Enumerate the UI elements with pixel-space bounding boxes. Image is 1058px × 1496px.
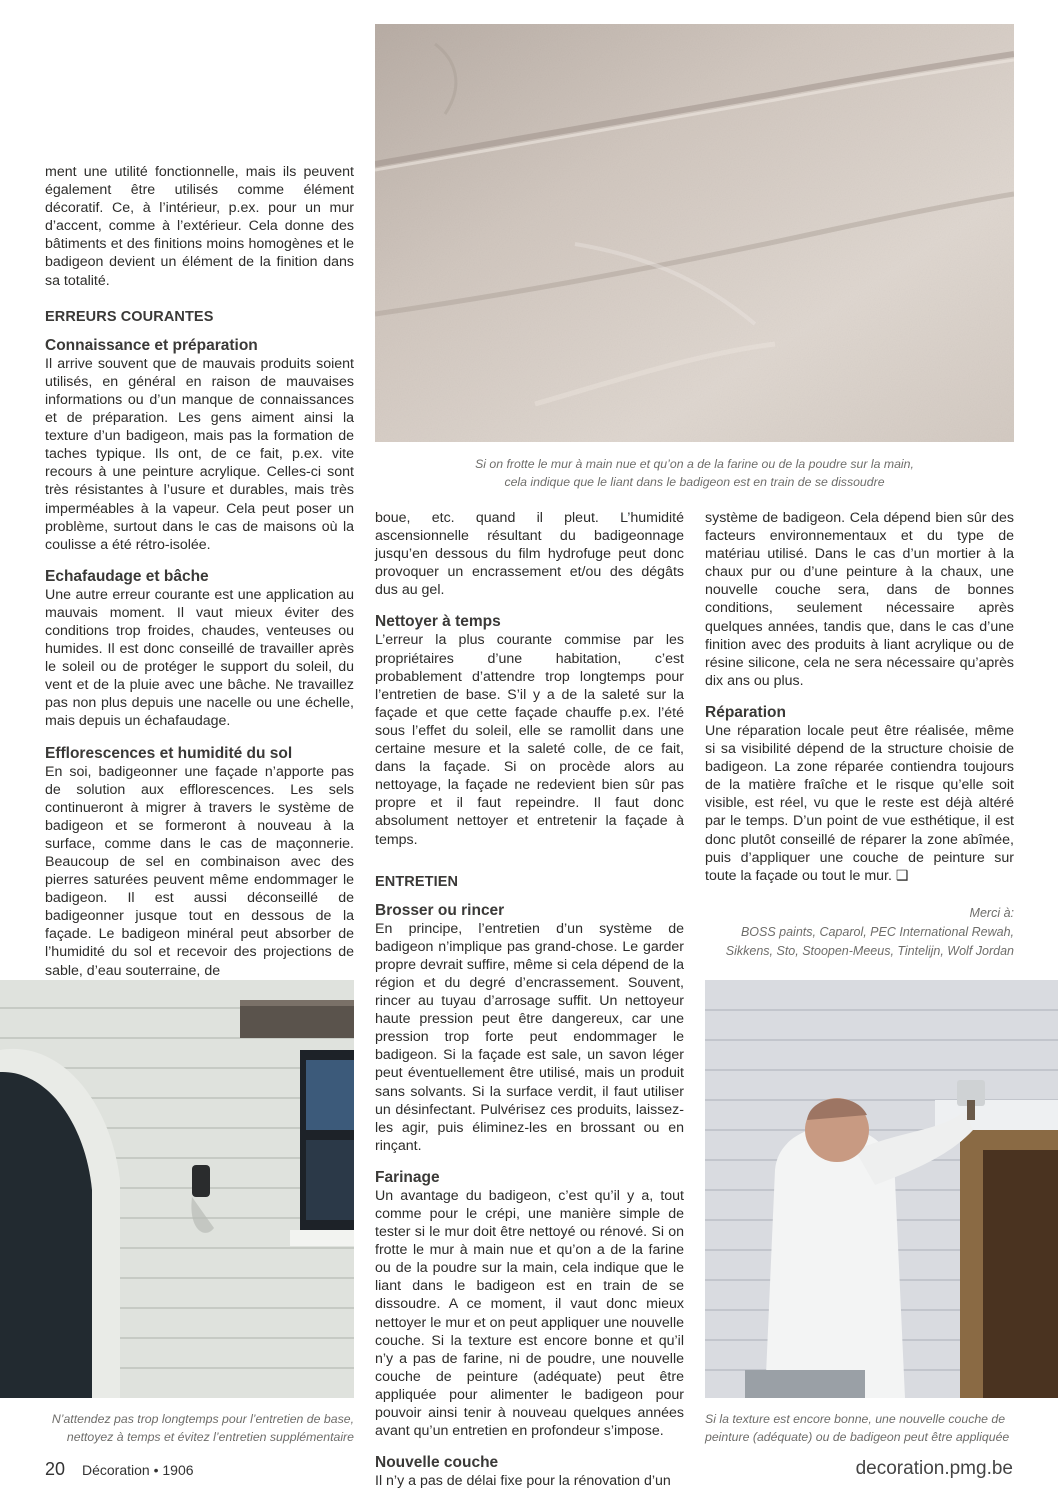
heading-connaissance: Connaissance et préparation <box>45 336 258 354</box>
caption-left-line1: N’attendez pas trop longtemps pour l’entretien de base, <box>51 1412 354 1426</box>
wall-texture-image <box>375 24 1014 442</box>
magazine-issue: Décoration • 1906 <box>82 1462 194 1478</box>
caption-left <box>20 1410 354 1446</box>
website-link[interactable]: decoration.pmg.be <box>855 1458 1013 1479</box>
heading-brosser: Brosser ou rincer <box>375 901 505 919</box>
caption-top-line2: cela indique que le liant dans le badigeon est en train de se dissoudre <box>504 475 885 489</box>
heading-echafaudage: Echafaudage et bâche <box>45 567 209 585</box>
photo-wall-texture <box>375 24 1014 442</box>
col2-paragraph-2: En principe, l’entretien d’un système de badigeon n’implique pas grand-chose. Le garder propre devrait suffire, même si cela dépend de la région et du degré d’encrassement. Souvent, rincer au tuyau d’arrosage suffit. Un nettoyeur haute pression peut être dangereux, car une pression trop forte peut endommager le badigeon. Si la façade est sale, un savon léger peut éventuellement être utilisé, mais un produit sans solvants. Si la surface verdit, il faut utiliser un désinfectant. Pulvérisez ces produits, laissez-les agir, puis éliminez-les en brossant ou en rinçant. <box>375 920 684 1154</box>
section-title-erreurs: ERREURS COURANTES <box>45 308 214 325</box>
thanks-label: Merci à: <box>969 906 1014 920</box>
col2-paragraph-4: Il n’y a pas de délai fixe pour la rénovation d’un <box>375 1473 671 1490</box>
column-3 <box>705 509 1014 885</box>
col2-intro: boue, etc. quand il pleut. L’humidité ascensionnelle résultant du badigeonnage jusqu’en dessous du film hydrofuge peut donc provoquer un encrassement et/ou des dégâts dus au gel. <box>375 510 684 599</box>
thanks-block <box>705 904 1014 961</box>
col1-paragraph-3: En soi, badigeonner une façade n’apporte pas de solution aux efflorescences. Les sels continueront à migrer à travers le système de badigeon et se formeront à nouveau à la surface, comme dans le cas de maçonnerie. Beaucoup de sel en combinaison avec des pierres saturées peuvent même endommager le badigeon. Il est aussi déconseillé de badigeonner jusque tout en dessous de la façade. Le badigeon minéral peut absorber de l’humidité du sol et recevoir des projections de sable, d’eau souterraine, de <box>45 763 354 979</box>
caption-right-line1: Si la texture est encore bonne, une nouvelle couche de <box>705 1412 1006 1426</box>
photo-white-facade <box>0 980 354 1398</box>
caption-top <box>375 455 1014 491</box>
col1-intro: ment une utilité fonctionnelle, mais ils peuvent également être utilisés comme élément décoratif. Ce, à l’intérieur, p.ex. pour un mur d’accent, comme à l’extérieur. Cela donne des bâtiments et des finitions moins homogènes et le badigeon devient un élément de la finition dans sa totalité. <box>45 164 354 289</box>
section-title-entretien: ENTRETIEN <box>375 873 459 890</box>
col3-intro: système de badigeon. Cela dépend bien sûr des facteurs environnementaux et du type de matériau utilisé. Dans le cas d’un mortier à la chaux pur ou d’une peinture à la chaux, une nouvelle couche sera, dans de bonnes conditions, seulement nécessaire après quelques années, tandis que, dans le cas d’une finition avec des produits à liant acrylique ou de résine silicone, cela ne sera nécessaire qu’après dix ans ou plus. <box>705 510 1014 689</box>
thanks-line2: Sikkens, Sto, Stoopen-Meeus, Tintelijn, Wolf Jordan <box>725 944 1014 958</box>
caption-right <box>705 1410 1035 1446</box>
end-mark-icon: ❑ <box>895 867 909 884</box>
column-2 <box>375 509 684 1490</box>
caption-left-line2: nettoyez à temps et évitez l’entretien supplémentaire <box>66 1430 354 1444</box>
white-facade-image <box>0 980 354 1398</box>
column-1 <box>45 163 354 980</box>
col2-paragraph-1: L’erreur la plus courante commise par les propriétaires d’une habitation, c’est probablement d’attendre trop longtemps pour l’entretien de base. S’il y a de la saleté sur la façade et que cette façade chauffe p.ex. l’été sous l’effet du soleil, elle se ramollit dans une certaine mesure et la saleté colle, de ce fait, dans la façade. Si on procède alors au nettoyage, la façade ne redevient bien sûr pas propre et il faut repeindre. Il faut donc absolument nettoyer et entretenir la façade à temps. <box>375 632 684 848</box>
heading-farinage: Farinage <box>375 1168 440 1186</box>
col2-paragraph-3: Un avantage du badigeon, c’est qu’il y a, tout comme pour le crépi, une manière simple de tester si le mur doit être nettoyé ou rénové. Si on frotte le mur à main nue et qu’on a de la farine ou de la poudre sur la main, cela indique que le liant dans le badigeon est en train de se dissoudre. A ce moment, il vaut donc mieux nettoyer le mur et on peut appliquer une nouvelle couche. Si la texture est encore bonne et qu’il n’y a pas de farine, ni de poudre, une nouvelle couche de peinture (adéquate) peut être appliquée pour alimenter le badigeon pour pouvoir ainsi tenir à nouveau quelques années avant qu’un entretien en profondeur s’impose. <box>375 1187 684 1440</box>
heading-efflorescences: Efflorescences et humidité du sol <box>45 744 293 762</box>
col1-paragraph-2: Une autre erreur courante est une application au mauvais moment. Il vaut mieux éviter des conditions trop froides, chaudes, venteuses ou humides. Il est donc conseillé de travailler après le soleil ou de protéger le support du soleil, du vent et de la pluie avec une bâche. Ne travaillez pas non plus depuis une nacelle ou une échelle, mais depuis un échafaudage. <box>45 586 354 730</box>
thanks-line1: BOSS paints, Caparol, PEC International Rewah, <box>740 925 1014 939</box>
heading-reparation: Réparation <box>705 703 786 721</box>
heading-nettoyer: Nettoyer à temps <box>375 613 501 631</box>
painter-image <box>705 980 1058 1398</box>
caption-top-line1: Si on frotte le mur à main nue et qu’on a de la farine ou de la poudre sur la main, <box>475 457 914 471</box>
heading-nouvelle-couche: Nouvelle couche <box>375 1454 499 1472</box>
caption-right-line2: peinture (adéquate) ou de badigeon peut être appliquée <box>705 1430 1010 1444</box>
photo-painter <box>705 980 1058 1398</box>
col1-paragraph-1: Il arrive souvent que de mauvais produits soient utilisés, en général en raison de mauvaises informations ou d’un manque de connaissances et de préparation. Les gens aiment ainsi la texture d’un badigeon, mais pas la formation de taches typique. Ils ont, de ce fait, p.ex. vite recours à une peinture acrylique. Celles-ci sont très résistantes à l’usure et durables, mais très imperméables à la vapeur. Cela peut poser un problème, surtout dans le cas de maisons où la coulisse a été rétro-isolée. <box>45 355 354 553</box>
page-number: 20 <box>45 1459 66 1479</box>
col3-paragraph-1 <box>705 722 1014 885</box>
col3-paragraph-1-text: Une réparation locale peut être réalisée, même si sa visibilité dépend de la structure choisie de badigeon. La zone réparée contiendra toujours de la matière fraîche et le risque qu’elle soit visible, est réel, vu que le reste est déjà altéré par le temps. D’un point de vue esthétique, il est donc plutôt conseillé de réparer la zone abîmée, puis d’appliquer une couche de peinture sur toute la façade ou tout le mur. <box>705 722 1014 884</box>
